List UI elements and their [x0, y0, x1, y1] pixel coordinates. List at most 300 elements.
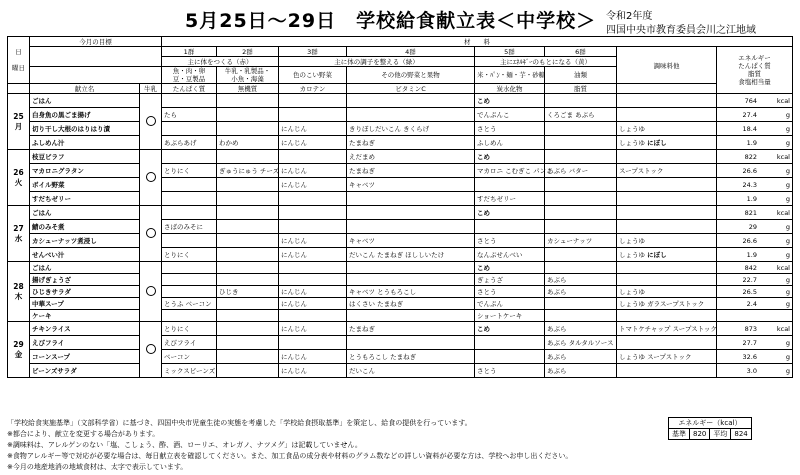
ingredient-g4 — [347, 220, 475, 234]
menu-row — [8, 274, 793, 286]
ingredient-g6 — [545, 136, 617, 150]
ingredient-g1 — [162, 206, 217, 220]
day-cell — [8, 206, 30, 262]
month-goal-label: 今月の目標 — [30, 37, 162, 47]
seasoning: スープストック — [617, 164, 717, 178]
ingredient-g1: たら — [162, 108, 217, 122]
ingredient-g5: でんぷんこ — [475, 108, 545, 122]
nutrition-number: 822 — [744, 152, 757, 161]
seasoning — [617, 94, 717, 108]
nutrition-value — [717, 248, 793, 262]
day-weekday: 火 — [14, 177, 23, 187]
nutrition-unit: g — [785, 338, 790, 347]
ingredient-g6 — [545, 220, 617, 234]
footer-note: ※今月の地産地消の地域食材は、太字で表示しています。 — [7, 463, 188, 471]
group-4: 4群 — [347, 47, 475, 57]
ingredient-g3 — [279, 108, 347, 122]
ingredient-g3: にんじん — [279, 164, 347, 178]
nutrition-unit: g — [785, 275, 790, 284]
nutrition-number: 24.3 — [742, 180, 757, 189]
nutrient-2: 無機質 — [217, 84, 279, 94]
ingredient-g5: さとう — [475, 286, 545, 298]
ingredient-g1: とりにく — [162, 248, 217, 262]
ingredient-g3 — [279, 336, 347, 350]
ingredient-g6 — [545, 150, 617, 164]
nutrition-value — [717, 322, 793, 336]
ingredient-g6: カシューナッツ — [545, 234, 617, 248]
body-group-label: 主に体をつくる（赤） — [162, 57, 279, 67]
ingredient-g2 — [217, 274, 279, 286]
nutrition-unit: kcal — [776, 152, 790, 161]
seasoning: しょうゆ — [617, 122, 717, 136]
ingredient-g6: あぶら — [545, 322, 617, 336]
dish-name: チキンライス — [30, 322, 140, 336]
seasoning — [617, 178, 717, 192]
ingredient-g3: にんじん — [279, 234, 347, 248]
menu-row — [8, 322, 793, 336]
milk-circle-icon — [146, 286, 156, 296]
nutrition-unit: g — [785, 287, 790, 296]
nutrition-value — [717, 108, 793, 122]
ingredient-g1 — [162, 286, 217, 298]
milk-cell — [140, 322, 162, 378]
nutrient-1: たんぱく質 — [162, 84, 217, 94]
seasoning — [617, 150, 717, 164]
g6-foods: 油類 — [545, 67, 617, 84]
ingredient-g2 — [217, 108, 279, 122]
ingredient-g5: ふしめん — [475, 136, 545, 150]
ingredient-g2 — [217, 234, 279, 248]
footer-note: ※都合により、献立を変更する場合があります。 — [7, 430, 160, 438]
ingredient-g5: こめ — [475, 206, 545, 220]
ingredient-g5: でんぷん — [475, 298, 545, 310]
ingredient-g4 — [347, 192, 475, 206]
nutrition-number: 842 — [744, 263, 757, 272]
nutrition-number: 2.4 — [746, 299, 757, 308]
day-date: 26 — [13, 167, 24, 177]
page-title: 5月25日～29日 学校給食献立表＜中学校＞ — [185, 10, 597, 32]
nutrition-value — [717, 164, 793, 178]
dish-name: ビーンズサラダ — [30, 364, 140, 378]
g1-foods: 魚・肉・卵 豆・豆製品 — [162, 67, 217, 84]
ingredient-g4 — [347, 108, 475, 122]
ingredient-g6 — [545, 192, 617, 206]
nutrition-unit: g — [785, 366, 790, 375]
nutrition-unit: g — [785, 222, 790, 231]
nutrition-value — [717, 286, 793, 298]
day-weekday: 月 — [14, 121, 23, 131]
ingredient-g3: にんじん — [279, 350, 347, 364]
footer-note: 「学校給食実施基準」（文部科学省）に基づき、四国中央市児童生徒の実態を考慮した「学校給食摂取基準」を策定し、給食の提供を行っています。 — [7, 419, 472, 427]
menu-row — [8, 364, 793, 378]
seasoning: しょうゆ — [617, 234, 717, 248]
nutrition-value — [717, 336, 793, 350]
ingredients-label: 材 料 — [162, 37, 793, 47]
group-5: 5群 — [475, 47, 545, 57]
dish-name: ふしめん汁 — [30, 136, 140, 150]
ingredient-g2 — [217, 178, 279, 192]
menu-row — [8, 164, 793, 178]
ingredient-g1: ミックスビーンズ — [162, 364, 217, 378]
day-date: 25 — [13, 111, 24, 121]
group-6: 6群 — [545, 47, 617, 57]
milk-circle-icon — [146, 172, 156, 182]
nutrition-number: 26.6 — [742, 236, 757, 245]
ingredient-g6 — [545, 248, 617, 262]
ingredient-g5: なんぶせんべい — [475, 248, 545, 262]
nutrition-unit: kcal — [776, 324, 790, 333]
dish-name: せんべい汁 — [30, 248, 140, 262]
ingredient-g3: にんじん — [279, 136, 347, 150]
nutrition-value — [717, 274, 793, 286]
menu-row — [8, 248, 793, 262]
ingredient-g2 — [217, 206, 279, 220]
menu-row — [8, 234, 793, 248]
g5-foods: 米・ﾊﾟﾝ・麺・芋・砂糖 — [475, 67, 545, 84]
ingredient-g6: くろごま あぶら — [545, 108, 617, 122]
menu-row — [8, 350, 793, 364]
ingredient-g6 — [545, 122, 617, 136]
ingredient-g1 — [162, 192, 217, 206]
g3-foods: 色のこい野菜 — [279, 67, 347, 84]
nutrition-unit: g — [785, 352, 790, 361]
seasoning — [617, 192, 717, 206]
seasoning — [617, 262, 717, 274]
day-weekday: 水 — [14, 233, 23, 243]
ingredient-g5: こめ — [475, 262, 545, 274]
ingredient-g1: えびフライ — [162, 336, 217, 350]
ingredient-g6: あぶら — [545, 350, 617, 364]
menu-row — [8, 286, 793, 298]
group-1: 1群 — [162, 47, 217, 57]
seasoning: しょうゆ スープストック — [617, 350, 717, 364]
heikin-label: 平均 — [710, 429, 731, 440]
nutrition-value — [717, 192, 793, 206]
nutrition-value — [717, 310, 793, 322]
milk-circle-icon — [146, 344, 156, 354]
ingredient-g2 — [217, 248, 279, 262]
menu-row — [8, 108, 793, 122]
nutrition-number: 27.7 — [742, 338, 757, 347]
milk-cell — [140, 150, 162, 206]
ingredient-g2 — [217, 350, 279, 364]
day-cell — [8, 150, 30, 206]
ingredient-g3 — [279, 262, 347, 274]
ingredient-g2 — [217, 94, 279, 108]
ingredient-g3: にんじん — [279, 364, 347, 378]
ingredient-g1: とりにく — [162, 164, 217, 178]
milk-circle-icon — [146, 116, 156, 126]
dish-name: ごはん — [30, 94, 140, 108]
ingredient-g5 — [475, 350, 545, 364]
ingredient-g5 — [475, 178, 545, 192]
nutrition-number: 3.0 — [746, 366, 757, 375]
menu-row — [8, 122, 793, 136]
ingredient-g4: キャベツ — [347, 234, 475, 248]
ingredient-g4 — [347, 262, 475, 274]
seasoning: しょうゆ にぼし — [617, 248, 717, 262]
nutrition-header: エネルギー たんぱく質 脂質 食塩相当量 — [717, 47, 793, 94]
seasoning-header: 調味料他 — [617, 47, 717, 84]
ingredient-g3: にんじん — [279, 178, 347, 192]
day-weekday: 金 — [14, 349, 23, 359]
energy-group-label: 主にｴﾈﾙｷﾞｰのもとになる（黄） — [475, 57, 617, 67]
ingredient-g1 — [162, 262, 217, 274]
day-date: 27 — [13, 223, 24, 233]
nutrition-unit: g — [785, 124, 790, 133]
menu-name-header: 献立名 — [30, 84, 140, 94]
nutrition-value — [717, 234, 793, 248]
ingredient-g1 — [162, 234, 217, 248]
ingredient-g6: あぶら — [545, 364, 617, 378]
ingredient-g3: にんじん — [279, 248, 347, 262]
ingredient-g2 — [217, 298, 279, 310]
nutrition-number: 18.4 — [742, 124, 757, 133]
nutrient-4: ビタミンC — [347, 84, 475, 94]
ingredient-g1 — [162, 310, 217, 322]
nutrition-number: 764 — [744, 96, 757, 105]
ingredient-g2: わかめ — [217, 136, 279, 150]
ingredient-g6: あぶら バター — [545, 164, 617, 178]
ingredient-g4 — [347, 206, 475, 220]
g2-foods: 牛乳・乳製品・ 小魚・海藻 — [217, 67, 279, 84]
nutrition-number: 1.9 — [746, 250, 757, 259]
ingredient-g1: ベーコン — [162, 350, 217, 364]
nutrition-unit: kcal — [776, 96, 790, 105]
ingredient-g6: あぶら タルタルソース — [545, 336, 617, 350]
seasoning — [617, 220, 717, 234]
menu-row — [8, 298, 793, 310]
menu-row — [8, 206, 793, 220]
g4-foods: その他の野菜と果物 — [347, 67, 475, 84]
fiscal-year: 令和2年度 — [606, 11, 653, 22]
nutrition-unit: g — [785, 236, 790, 245]
nutrient-3: カロテン — [279, 84, 347, 94]
ingredient-g3 — [279, 94, 347, 108]
ingredient-g6 — [545, 310, 617, 322]
ingredient-g3 — [279, 206, 347, 220]
dish-name: 揚げぎょうざ — [30, 274, 140, 286]
ingredient-g6: あぶら — [545, 274, 617, 286]
day-cell — [8, 262, 30, 322]
dish-name: 鯖のみそ煮 — [30, 220, 140, 234]
seasoning — [617, 310, 717, 322]
dish-name: 白身魚の黒ごま揚げ — [30, 108, 140, 122]
menu-row — [8, 178, 793, 192]
nutrition-value — [717, 136, 793, 150]
ingredient-g2 — [217, 122, 279, 136]
ingredient-g1 — [162, 94, 217, 108]
dish-name: マカロニグラタン — [30, 164, 140, 178]
nutrition-value — [717, 262, 793, 274]
ingredient-g4: キャベツ とうもろこし — [347, 286, 475, 298]
nutrition-number: 22.7 — [742, 275, 757, 284]
day-header: 日 曜日 — [8, 37, 30, 84]
ingredient-g5: ショートケーキ — [475, 310, 545, 322]
ingredient-g4 — [347, 94, 475, 108]
ingredient-g3 — [279, 220, 347, 234]
nutrition-value — [717, 364, 793, 378]
ingredient-g5: さとう — [475, 122, 545, 136]
ingredient-g4: だいこん たまねぎ ほししいたけ — [347, 248, 475, 262]
nutrition-number: 873 — [744, 324, 757, 333]
nutrition-number: 26.6 — [742, 166, 757, 175]
ingredient-g3 — [279, 192, 347, 206]
seasoning — [617, 336, 717, 350]
dish-name: カシューナッツ煮浸し — [30, 234, 140, 248]
ingredient-g2 — [217, 310, 279, 322]
nutrition-value — [717, 206, 793, 220]
menu-row — [8, 262, 793, 274]
nutrition-value — [717, 178, 793, 192]
nutrition-value — [717, 220, 793, 234]
ingredient-g6 — [545, 178, 617, 192]
dish-name: えびフライ — [30, 336, 140, 350]
energy-summary — [668, 417, 752, 440]
milk-circle-icon — [146, 228, 156, 238]
ingredient-g4: きりぼしだいこん きくらげ — [347, 122, 475, 136]
ingredient-g5: ぎょうざ — [475, 274, 545, 286]
ingredient-g4: たまねぎ — [347, 136, 475, 150]
ingredient-g5 — [475, 220, 545, 234]
energy-label: エネルギー（kcal） — [669, 418, 752, 429]
dish-name: ごはん — [30, 206, 140, 220]
ingredient-g4: たまねぎ — [347, 322, 475, 336]
nutrition-number: 821 — [744, 208, 757, 217]
ingredient-g4: えだまめ — [347, 150, 475, 164]
ingredient-g1: とりにく — [162, 322, 217, 336]
ingredient-g1 — [162, 274, 217, 286]
milk-header: 牛乳 — [140, 84, 162, 94]
menu-row — [8, 336, 793, 350]
menu-row — [8, 310, 793, 322]
menu-row — [8, 136, 793, 150]
ingredient-g5: こめ — [475, 94, 545, 108]
ingredient-g3: にんじん — [279, 122, 347, 136]
ingredient-g4 — [347, 274, 475, 286]
ingredient-g3 — [279, 274, 347, 286]
nutrition-unit: g — [785, 194, 790, 203]
seasoning — [617, 274, 717, 286]
dish-name: ボイル野菜 — [30, 178, 140, 192]
nutrient-5: 炭水化物 — [475, 84, 545, 94]
nutrition-number: 27.4 — [742, 110, 757, 119]
ingredient-g5: マカロニ こむぎこ パンこ — [475, 164, 545, 178]
dish-name: ケーキ — [30, 310, 140, 322]
milk-cell — [140, 262, 162, 322]
heikin-value: 824 — [731, 429, 751, 440]
ingredient-g2 — [217, 192, 279, 206]
ingredient-g3: にんじん — [279, 298, 347, 310]
menu-row — [8, 220, 793, 234]
seasoning — [617, 364, 717, 378]
nutrition-value — [717, 94, 793, 108]
ingredient-g4: はくさい たまねぎ — [347, 298, 475, 310]
nutrition-value — [717, 122, 793, 136]
ingredient-g4: だいこん — [347, 364, 475, 378]
ingredient-g2 — [217, 364, 279, 378]
ingredient-g3: にんじん — [279, 322, 347, 336]
ingredient-g6 — [545, 94, 617, 108]
ingredient-g2 — [217, 262, 279, 274]
nutrition-unit: g — [785, 138, 790, 147]
day-cell — [8, 94, 30, 150]
ingredient-g3 — [279, 310, 347, 322]
ingredient-g5: さとう — [475, 234, 545, 248]
ingredient-g6 — [545, 298, 617, 310]
footer-note: ※食物アレルギー等で対応が必要な場合は、毎日献立表を確認してください。また、加工食品の成分表や材料のグラム数などの詳しい資料が必要な方は、学校へお申し出ください。 — [7, 452, 573, 460]
issuer: 四国中央市教育委員会川之江地域 — [606, 25, 756, 36]
condition-group-label: 主に体の調子を整える（緑） — [279, 57, 475, 67]
group-2: 2群 — [217, 47, 279, 57]
dish-name: 中華スープ — [30, 298, 140, 310]
nutrition-number: 1.9 — [746, 194, 757, 203]
ingredient-g4: たまねぎ — [347, 164, 475, 178]
menu-row — [8, 192, 793, 206]
menu-row — [8, 94, 793, 108]
menu-row — [8, 150, 793, 164]
nutrient-6: 脂質 — [545, 84, 617, 94]
milk-cell — [140, 206, 162, 262]
ingredient-g4 — [347, 310, 475, 322]
seasoning: トマトケチャップ スープストック — [617, 322, 717, 336]
nutrition-value — [717, 298, 793, 310]
ingredient-g3 — [279, 150, 347, 164]
footer-note: ※調味料は、アレルゲンのない「塩、こしょう、酢、酒、ローリエ、オレガノ、ナツメグ」は記載していません。 — [7, 441, 362, 449]
ingredient-g6 — [545, 206, 617, 220]
nutrition-unit: g — [785, 166, 790, 175]
seasoning — [617, 108, 717, 122]
ingredient-g2 — [217, 220, 279, 234]
ingredient-g4: キャベツ — [347, 178, 475, 192]
ingredient-g5 — [475, 336, 545, 350]
ingredient-g1 — [162, 178, 217, 192]
ingredient-g1 — [162, 122, 217, 136]
dish-name: コーンスープ — [30, 350, 140, 364]
dish-name: 枝豆ピラフ — [30, 150, 140, 164]
nutrition-unit: kcal — [776, 208, 790, 217]
nutrition-unit: kcal — [776, 263, 790, 272]
nutrition-number: 26.5 — [742, 287, 757, 296]
ingredient-g2: ぎゅうにゅう チーズ — [217, 164, 279, 178]
nutrition-unit: g — [785, 250, 790, 259]
ingredient-g5: すだちゼリー — [475, 192, 545, 206]
ingredient-g6: あぶら — [545, 286, 617, 298]
ingredient-g3: にんじん — [279, 286, 347, 298]
nutrition-number: 1.9 — [746, 138, 757, 147]
kijun-label: 基準 — [669, 429, 690, 440]
nutrition-unit: g — [785, 110, 790, 119]
ingredient-g1: とうふ ベーコン — [162, 298, 217, 310]
ingredient-g1: さばのみそに — [162, 220, 217, 234]
day-date: 28 — [13, 281, 24, 291]
nutrition-unit: g — [785, 180, 790, 189]
dish-name: ごはん — [30, 262, 140, 274]
group-3: 3群 — [279, 47, 347, 57]
ingredient-g4 — [347, 336, 475, 350]
ingredient-g2 — [217, 150, 279, 164]
nutrition-number: 32.6 — [742, 352, 757, 361]
ingredient-g5: こめ — [475, 150, 545, 164]
ingredient-g5: さとう — [475, 364, 545, 378]
menu-table — [7, 36, 793, 378]
ingredient-g2 — [217, 336, 279, 350]
ingredient-g4: とうもろこし たまねぎ — [347, 350, 475, 364]
dish-name: ひじきサラダ — [30, 286, 140, 298]
nutrition-number: 29 — [748, 222, 757, 231]
ingredient-g5: こめ — [475, 322, 545, 336]
nutrition-unit: g — [785, 299, 790, 308]
